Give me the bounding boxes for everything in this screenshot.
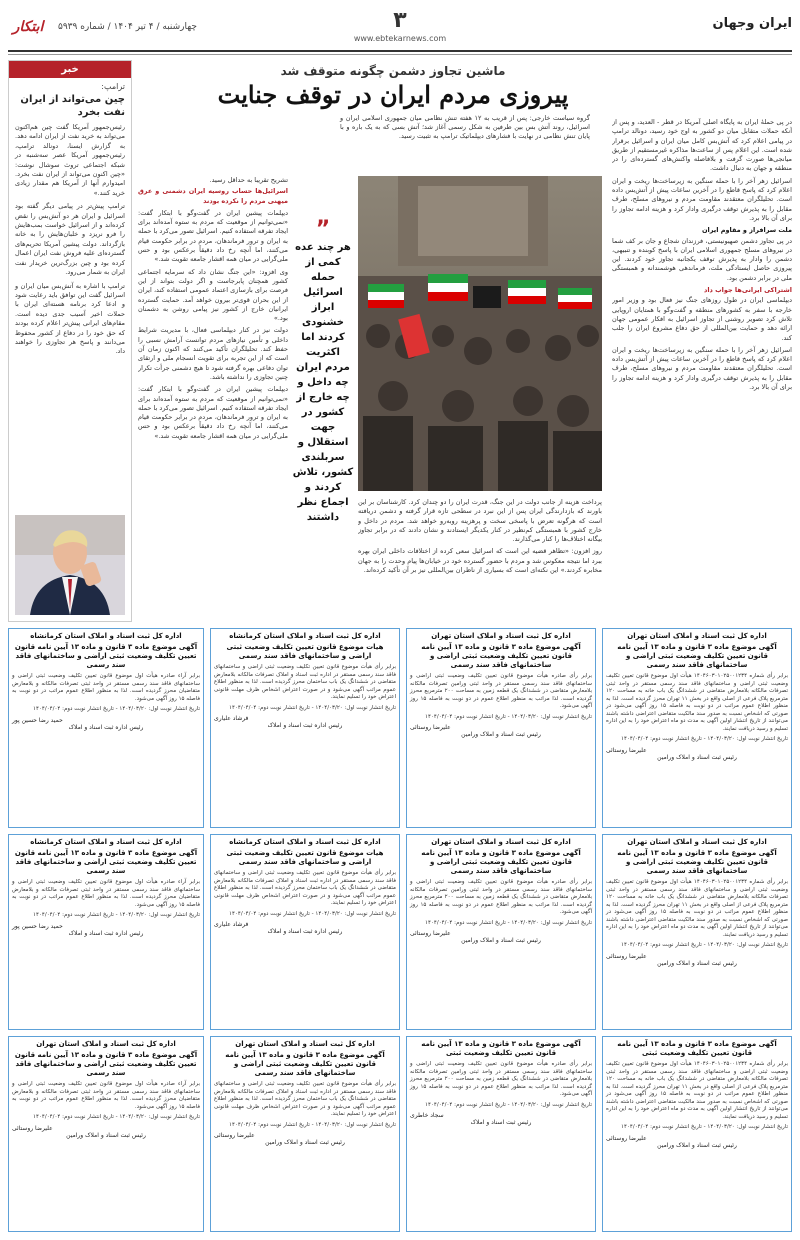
subheading: اسرائیل‌ها حساب روسیه ایران دشمنی و عرق میهنی مردم را نکرده بودند [138,187,288,205]
notice-body: برابر رأی هیأت موضوع قانون تعیین تکلیف وضعیت ثبتی اراضی و ساختمانهای فاقد سند رسمی مستقر در اداره ثبت اسناد و املاک تصرفات مالکانه بلامعارض متقاضی در ششدانگ یک باب ساختمان محرز گردیده است. لذا به منظور اطلاع عموم مراتب آگهی می‌شود و در صورت اعتراض اشخاص ظرف مهلت قانونی اعتراض خود را تسلیم نمایند. [214,1081,396,1117]
legal-notice [406,834,596,1030]
notice-subtitle: آگهی موضوع ماده ۳ قانون و ماده ۱۳ آیین نامه قانون تعیین تکلیف وضعیت ثبتی اراضی و ساختمانهای فاقد سند رسمی [14,643,198,669]
paragraph: تشریح تقریبا به حداقل رسید. [209,176,288,184]
notice-office: رئیس ثبت اسناد و املاک ورامین [265,1139,345,1146]
paragraph: در پی تجاوز دشمن صهیونیستی، فرزندان شجاع و جان بر کف شما در نیروهای مسلح جمهوری اسلامی ایران با پاسخ کوبنده و تنبیهی، دشمن را وادار به پذیرش توقف یکجانبه تجاوز خود کردند. این پیروزی حاصل ایستادگی ملت، فرماندهی هوشمندانه و همبستگی ملی در برابر دشمن بود. [612,236,792,282]
notice-subtitle: آگهی موضوع ماده ۳ قانون و ماده ۱۳ آیین نامه قانون تعیین تکلیف وضعیت ثبتی اراضی و ساختمانهای فاقد سند رسمی [421,849,581,875]
notice-title: اداره کل ثبت اسناد و املاک استان تهران [431,838,571,846]
notice-title: اداره کل ثبت اسناد و املاک استان تهران [627,632,767,640]
notice-dates: تاریخ انتشار نوبت اول: ۱۴۰۴/۰۳/۲۰ - تاریخ انتشار نوبت دوم: ۱۴۰۴/۰۴/۰۴ [425,713,592,720]
paragraph: دیپلمات پیشین ایران در گفت‌وگو با ابتکار گفت: «نمی‌توانیم از موقعیت که مردم به ستوه آمده‌اند برای ایجاد تفرقه استفاده کنیم. اسرائیل تصور می‌کرد با حمله به ایران و ترور فرماندهان، مردم در برابر حکومت قیام می‌کنند، اما آنچه رخ داد دقیقاً برعکس بود و حس ملی‌گرایی در میان همه اقشار جامعه تقویت شد.» [138,208,288,264]
notice-dates: تاریخ انتشار نوبت اول: ۱۴۰۴/۰۳/۲۰ - تاریخ انتشار نوبت دوم: ۱۴۰۴/۰۴/۰۴ [621,736,788,742]
legal-notices [8,628,792,1234]
legal-notice [210,834,400,1030]
site-url[interactable]: www.ebtekarnews.com [353,34,447,43]
notice-signatory: علیرضا روستائی [606,952,647,960]
notice-subtitle: آگهی موضوع ماده ۳ قانون و ماده ۱۳ آیین نامه قانون تعیین تکلیف وضعیت ثبتی اراضی و ساختمانهای فاقد سند رسمی [14,1051,198,1077]
article-column-middle [358,498,602,624]
notice-signatory: حمید رضا حسین پور [12,922,63,930]
notice-title: آگهی موضوع ماده ۳ قانون و ماده ۱۳ آیین نامه قانون تعیین تکلیف وضعیت ثبتی [421,1040,581,1057]
notice-body: برابر رأی صادره هیأت موضوع قانون تعیین تکلیف وضعیت ثبتی اراضی و ساختمانهای فاقد سند رسمی مستقر در واحد ثبتی ورامین تصرفات مالکانه بلامعارض متقاضی در ششدانگ یک قطعه زمین به مساحت ۲۰۰ مترمربع محرز گردیده است. لذا مراتب به منظور اطلاع عموم در دو نوبت به فاصله ۱۵ روز آگهی می‌شود. [410,1061,592,1097]
subheading: ملت سرافراز و مقاوم ایران [701,226,792,235]
legal-notice [210,1036,400,1232]
notice-title: اداره کل ثبت اسناد و املاک استان کرمانشاه [30,838,182,846]
subheading: اشتراکی ایرانی‌ها جواب داد [703,286,792,295]
notice-body: برابر رأی هیأت موضوع قانون تعیین تکلیف وضعیت ثبتی اراضی و ساختمانهای فاقد سند رسمی مستقر در اداره ثبت اسناد و املاک تصرفات مالکانه بلامعارض متقاضی در ششدانگ یک باب ساختمان محرز گردیده است. لذا به منظور اطلاع عموم مراتب آگهی می‌شود و در صورت اعتراض اشخاص ظرف مهلت قانونی اعتراض خود را تسلیم نمایند. [214,664,396,700]
notice-subtitle: آگهی موضوع ماده ۳ قانون و ماده ۱۳ آیین نامه قانون تعیین تکلیف وضعیت ثبتی اراضی و ساختمانهای فاقد سند رسمی [617,643,777,669]
page-header [8,8,792,48]
notice-signatory: فرشاد علیاری [214,715,249,722]
notice-office: رئیس ثبت اسناد و املاک ورامین [657,753,737,761]
notice-subtitle: آگهی موضوع ماده ۳ قانون و ماده ۱۳ آیین نامه قانون تعیین تکلیف وضعیت ثبتی اراضی و ساختمانهای فاقد سند رسمی [617,849,777,875]
notice-office: رئیس اداره ثبت اسناد و املاک [68,723,144,731]
notice-signatory: سجاد خاطری [410,1112,444,1119]
pull-quote [292,217,354,525]
paragraph: دولت نیز در کنار دیپلماسی فعال، با مدیریت شرایط داخلی و تأمین نیازهای مردم توانست آرامش نسبی را حفظ کند. تحلیلگران تأکید می‌کنند که اکنون زمان آن است که از این تجربه برای تقویت انسجام ملی و ارتقای توان دفاعی بهره گرفته شود تا هیچ دشمنی جرأت تکرار چنین تجاوزی را نداشته باشد. [138,326,288,381]
news-title: چین می‌تواند از ایران نفت بخرد [20,94,125,118]
notice-title: اداره کل ثبت اسناد و املاک استان تهران [627,838,767,846]
notice-subtitle: هیات موضوع قانون تعیین تکلیف وضعیت ثبتی اراضی و ساختمانهای فاقد سند رسمی [226,849,384,866]
legal-notice [602,1036,792,1232]
news-body-2: ترامپ پیش‌تر در پیامی دیگر گفته بود اسرائیل و ایران هر دو آتش‌بس را نقض کرده‌اند و از اسرائیل خواست بمب‌هایش را فرو نریزد و خلبان‌هایش را به خانه بازگرداند. دولت پیشین آمریکا تحریم‌های گسترده‌ای علیه فروش نفت ایران اعمال کرده بود و چین بزرگ‌ترین خریدار نفت ایران به شمار می‌رود. [15,202,125,277]
notice-body: برابر آراء صادره هیأت اول موضوع قانون تعیین تکلیف وضعیت ثبتی اراضی و ساختمانهای فاقد سند رسمی مستقر در واحد ثبتی تصرفات مالکانه و بلامعارض متقاضیان محرز گردیده است. لذا به منظور اطلاع عموم مراتب در دو نوبت به فاصله ۱۵ روز آگهی می‌شود. [12,1081,200,1110]
notice-office: رئیس ثبت اسناد و املاک ورامین [657,1141,737,1149]
notice-body: برابر آراء صادره هیأت اول موضوع قانون تعیین تکلیف وضعیت ثبتی اراضی و ساختمانهای فاقد سند رسمی مستقر در واحد ثبتی تصرفات مالکانه و بلامعارض متقاضیان محرز گردیده است. لذا به منظور اطلاع عموم مراتب در دو نوبت به فاصله ۱۵ روز آگهی می‌شود. [12,879,200,908]
notice-signatory: علیرضا روستائی [606,1134,647,1142]
notice-body: برابر رأی شماره ۱۴۰۴۶۰۳۰۱۰۲۵۰۰۱۲۳۴ هیأت اول موضوع قانون تعیین تکلیف وضعیت ثبتی اراضی و ساختمانهای فاقد سند رسمی مستقر در واحد ثبتی تصرفات مالکانه بلامعارض متقاضی در ششدانگ یک باب خانه به مساحت ۱۲۰ مترمربع پلاک فرعی از اصلی واقع در بخش ۱۱ تهران محرز گردیده است. لذا به منظور اطلاع عموم مراتب در دو نوبت به فاصله ۱۵ روز آگهی می‌شود در صورتی که اشخاص نسبت به صدور سند مالکیت متقاضی اعتراضی داشته باشند می‌توانند از تاریخ انتشار اولین آگهی به مدت دو ماه اعتراض خود را به این اداره تسلیم و رسید دریافت نمایند. [606,673,788,732]
notice-body: برابر رأی شماره ۱۴۰۴۶۰۳۰۱۰۲۵۰۰۱۲۳۴ هیأت اول موضوع قانون تعیین تکلیف وضعیت ثبتی اراضی و ساختمانهای فاقد سند رسمی مستقر در واحد ثبتی تصرفات مالکانه بلامعارض متقاضی در ششدانگ یک باب خانه به مساحت ۱۲۰ مترمربع پلاک فرعی از اصلی واقع در بخش ۱۱ تهران محرز گردیده است. لذا به منظور اطلاع عموم مراتب در دو نوبت به فاصله ۱۵ روز آگهی می‌شود در صورتی که اشخاص نسبت به صدور سند مالکیت متقاضی اعتراضی داشته باشند می‌توانند از تاریخ انتشار اولین آگهی به مدت دو ماه اعتراض خود را به این اداره تسلیم و رسید دریافت نمایند. [606,879,788,938]
notice-subtitle: آگهی موضوع ماده ۳ قانون و ماده ۱۳ آیین نامه قانون تعیین تکلیف وضعیت ثبتی اراضی و ساختمانهای فاقد سند رسمی [225,1051,385,1077]
notice-title: اداره کل ثبت اسناد و املاک استان تهران [431,632,571,640]
paragraph: اسرائیل زهر آخر را با حمله سنگین به زیرساخت‌ها ریخت و ایران اعلام کرد که پاسخ قاطع را در آخرین ساعات پیش از آتش‌بس داده است. تحلیلگران معتقدند مقاومت مردم و نیروهای مسلح، طرف مقابل را به پذیرش توقف درگیری وادار کرد و هزینه ادامه تجاوز را برای آن بالا برد. [612,176,792,222]
legal-notice [8,1036,204,1232]
notice-title: اداره کل ثبت اسناد و املاک استان کرمانشاه [229,632,381,640]
notice-title: اداره کل ثبت اسناد و املاک استان کرمانشاه [229,838,381,846]
notice-body: برابر رأی هیأت موضوع قانون تعیین تکلیف وضعیت ثبتی اراضی و ساختمانهای فاقد سند رسمی مستقر در اداره ثبت اسناد و املاک تصرفات مالکانه بلامعارض متقاضی در ششدانگ یک باب ساختمان محرز گردیده است. لذا به منظور اطلاع عموم مراتب آگهی می‌شود و در صورت اعتراض اشخاص ظرف مهلت قانونی اعتراض خود را تسلیم نمایند. [214,870,396,906]
news-sidebar [8,60,132,622]
issue-date: چهارشنبه / ۴ تیر ۱۴۰۴ / شماره ۵۹۳۹ [58,22,197,32]
header-rule [8,50,792,52]
pull-quote-text: هر چند عده کمی از حمله اسرائیل ابراز خشنودی کردند اما اکثریت مردم ایران چه داخل و چه خارج از کشور در جهت استقلال و سربلندی کشور، تلاش کردند و اجماع نظر داشتند [292,242,354,523]
legal-notice [406,628,596,828]
header-rule-thin [8,54,792,55]
section-title: ایران وجهان [712,16,792,31]
article-lead: گروه سیاست خارجی: پس از قریب به ۱۲ هفته تنش نظامی میان جمهوری اسلامی ایران و اسرائیل، روند آتش بس بین طرفین به شکل رسمی آغاز شد؛ آتش بسی که به یک باره و با پایان تنش نظامی در نهایت با فشارهای دیپلماتیک ترامپ به تثبیت رسید. [340,114,591,140]
paragraph: اسرائیل زهر آخر را با حمله سنگین به زیرساخت‌ها ریخت و ایران اعلام کرد که پاسخ قاطع را در آخرین ساعات پیش از آتش‌بس داده است. تحلیلگران معتقدند مقاومت مردم و نیروهای مسلح، طرف مقابل را به پذیرش توقف درگیری وادار کرد و هزینه ادامه تجاوز را برای آن بالا برد. [612,345,792,392]
notice-title: آگهی موضوع ماده ۳ قانون و ماده ۱۳ آیین نامه قانون تعیین تکلیف وضعیت ثبتی [617,1040,777,1057]
notice-office: رئیس ثبت اسناد و املاک ورامین [657,959,737,967]
notice-office: رئیس ثبت اسناد و املاک ورامین [461,731,541,738]
news-body-3: ترامپ با اشاره به آتش‌بس میان ایران و اسرائیل گفت این توافق باید رعایت شود و ادعا کرد برنامه هسته‌ای ایران با حملات اخیر آسیب جدی دیده است. مقام‌های ایرانی پیش‌تر اعلام کرده بودند که حق خود را در دفاع از کشور محفوظ می‌دانند و پاسخ هر تجاوزی را خواهند داد. [15,281,125,356]
article-column-left [138,176,288,624]
paragraph: وی افزود: «این جنگ نشان داد که سرمایه اجتماعی کشور همچنان پابرجاست و اگر دولت بتواند از این فرصت برای بازسازی اعتماد عمومی استفاده کند، ایران از این بحران قوی‌تر بیرون خواهد آمد. حمایت گسترده ایرانیان خارج از کشور نیز پیامی روشن به دشمنان بود.» [138,267,288,323]
article-headline: پیروزی مردم ایران در توقف جنایت [217,80,569,109]
notice-signatory: علیرضا روستائی [410,930,451,937]
news-body-1: رئیس‌جمهور آمریکا گفت چین هم‌اکنون می‌تواند به خرید نفت از ایران ادامه دهد. به گزارش ایسنا، دونالد ترامپ، رئیس‌جمهور آمریکا عصر سه‌شنبه در شبکه اجتماعی تروث سوشال نوشت: «چین اکنون می‌تواند از ایران نفت بخرد. امیدوارم آنها از آمریکا هم مقدار زیادی خرید کنند.» [15,123,125,197]
notice-body: برابر رأی صادره هیأت موضوع قانون تعیین تکلیف وضعیت ثبتی اراضی و ساختمانهای فاقد سند رسمی مستقر در واحد ثبتی ورامین تصرفات مالکانه بلامعارض متقاضی در ششدانگ یک قطعه زمین به مساحت ۲۰۰ مترمربع محرز گردیده است. لذا مراتب به منظور اطلاع عموم در دو نوبت به فاصله ۱۵ روز آگهی می‌شود. [410,673,592,709]
notice-title: اداره کل ثبت اسناد و املاک استان کرمانشاه [30,632,182,640]
trump-photo [15,515,125,615]
notice-body: برابر آراء صادره هیأت اول موضوع قانون تعیین تکلیف وضعیت ثبتی اراضی و ساختمانهای فاقد سند رسمی مستقر در واحد ثبتی تصرفات مالکانه و بلامعارض متقاضیان محرز گردیده است. لذا به منظور اطلاع عموم مراتب در دو نوبت به فاصله ۱۵ روز آگهی می‌شود. [12,673,200,702]
notice-title: اداره کل ثبت اسناد و املاک استان تهران [36,1040,176,1048]
notice-dates: تاریخ انتشار نوبت اول: ۱۴۰۴/۰۳/۲۰ - تاریخ انتشار نوبت دوم: ۱۴۰۴/۰۴/۰۴ [425,1101,592,1108]
notice-subtitle: هیات موضوع قانون تعیین تکلیف وضعیت ثبتی اراضی و ساختمانهای فاقد سند رسمی [226,643,384,660]
notice-title: اداره کل ثبت اسناد و املاک استان تهران [235,1040,375,1048]
quote-mark-icon: ” [315,217,331,242]
notice-dates: تاریخ انتشار نوبت اول: ۱۴۰۴/۰۳/۲۰ - تاریخ انتشار نوبت دوم: ۱۴۰۴/۰۴/۰۴ [33,706,200,712]
legal-notice [406,1036,596,1232]
notice-office: رئیس ثبت اسناد و املاک ورامین [461,937,541,944]
legal-notice [8,834,204,1030]
notice-dates: تاریخ انتشار نوبت اول: ۱۴۰۴/۰۳/۲۰ - تاریخ انتشار نوبت دوم: ۱۴۰۴/۰۴/۰۴ [621,1124,788,1130]
notice-dates: تاریخ انتشار نوبت اول: ۱۴۰۴/۰۳/۲۰ - تاریخ انتشار نوبت دوم: ۱۴۰۴/۰۴/۰۴ [33,912,200,918]
paragraph: دیپلماسی ایران در طول روزهای جنگ نیز فعال بود و وزیر امور خارجه با سفر به کشورهای منطقه و گفت‌وگو با همتایان اروپایی تلاش کرد تصویر روشنی از تجاوز اسرائیل به افکار عمومی جهان ارائه دهد و حمایت بین‌المللی از حق دفاع مشروع ایران را جلب کند. [612,296,792,342]
newspaper-logo: ابتکار [12,19,44,35]
legal-notice [210,628,400,828]
legal-notice [602,628,792,828]
news-source: ترامپ: [101,82,125,91]
legal-notice [8,628,204,828]
article-kicker: ماشین تجاوز دشمن چگونه متوقف شد [280,64,506,78]
notice-signatory: علیرضا روستائی [12,1124,53,1132]
notice-dates: تاریخ انتشار نوبت اول: ۱۴۰۴/۰۳/۲۰ - تاریخ انتشار نوبت دوم: ۱۴۰۴/۰۴/۰۴ [229,704,396,711]
notice-dates: تاریخ انتشار نوبت اول: ۱۴۰۴/۰۳/۲۰ - تاریخ انتشار نوبت دوم: ۱۴۰۴/۰۴/۰۴ [425,919,592,926]
notice-signatory: حمید رضا حسین پور [12,716,63,724]
notice-dates: تاریخ انتشار نوبت اول: ۱۴۰۴/۰۳/۲۰ - تاریخ انتشار نوبت دوم: ۱۴۰۴/۰۴/۰۴ [229,1121,396,1128]
notice-signatory: علیرضا روستائی [214,1132,255,1139]
notice-dates: تاریخ انتشار نوبت اول: ۱۴۰۴/۰۳/۲۰ - تاریخ انتشار نوبت دوم: ۱۴۰۴/۰۴/۰۴ [621,942,788,948]
notice-office: رئیس اداره ثبت اسناد و املاک [68,929,144,937]
paragraph: پرداخت هزینه از جانب دولت در این جنگ، قدرت ایران را دو چندان کرد. کارشناسان بر این باورند که بازدارندگی ایران پس از این نبرد در سطحی تازه قرار گرفته و دشمن دریافته است که هرگونه تعرض با پاسخی سخت و پرهزینه روبه‌رو خواهد شد. مردم در داخل و خارج کشور با همبستگی کم‌نظیر در کنار یکدیگر ایستادند و نشان دادند که در برابر تجاوز بیگانه اختلاف‌ها را کنار می‌گذارند. [358,498,602,544]
notice-subtitle: آگهی موضوع ماده ۳ قانون و ماده ۱۳ آیین نامه قانون تعیین تکلیف وضعیت ثبتی اراضی و ساختمانهای فاقد سند رسمی [421,643,581,669]
notice-signatory: علیرضا روستائی [410,724,451,731]
article-column-right [612,118,792,624]
paragraph: روز افزون: «تظاهر قضیه این است که اسرائیل سعی کرده از اختلافات داخلی ایران بهره ببرد اما نتیجه معکوس شد و مردم با حضور گسترده خود در خیابان‌ها پیام وحدت را به جهان مخابره کردند.» این نکته‌ای است که بسیاری از ناظران بین‌المللی نیز بر آن تأکید کرده‌اند. [358,547,602,575]
rally-photo [358,176,602,491]
notice-dates: تاریخ انتشار نوبت اول: ۱۴۰۴/۰۳/۲۰ - تاریخ انتشار نوبت دوم: ۱۴۰۴/۰۴/۰۴ [33,1114,200,1120]
notice-signatory: علیرضا روستائی [606,746,647,754]
paragraph: دیپلمات پیشین ایران در گفت‌وگو با ابتکار گفت: «نمی‌توانیم از موقعیت که مردم به ستوه آمده‌اند برای ایجاد تفرقه استفاده کنیم. اسرائیل تصور می‌کرد با حمله به ایران و ترور فرماندهان، مردم در برابر حکومت قیام می‌کنند، اما آنچه رخ داد دقیقاً برعکس بود و حس ملی‌گرایی در میان همه اقشار جامعه تقویت شد.» [138,385,288,440]
notice-office: رئیس ثبت اسناد و املاک [470,1119,532,1126]
news-label: خبر [9,61,131,78]
notice-office: رئیس ثبت اسناد و املاک ورامین [66,1131,146,1139]
notice-dates: تاریخ انتشار نوبت اول: ۱۴۰۴/۰۳/۲۰ - تاریخ انتشار نوبت دوم: ۱۴۰۴/۰۴/۰۴ [229,910,396,917]
notice-subtitle: آگهی موضوع ماده ۳ قانون و ماده ۱۳ آیین نامه قانون تعیین تکلیف وضعیت ثبتی اراضی و ساختمانهای فاقد سند رسمی [14,849,198,875]
notice-signatory: فرشاد علیاری [214,921,249,928]
notice-office: رئیس اداره ثبت اسناد و املاک [267,928,343,935]
paragraph: در پی حملهٔ ایران به پایگاه اصلی آمریکا در قطر - العدید، و پس از آنکه حملات متقابل میان دو کشور به اوج خود رسید، دونالد ترامپ در پیامی اعلام کرد که آتش‌بس کامل میان ایران و اسرائیل برقرار شده است. این اعلام پس از ساعت‌ها مذاکره غیرمستقیم از طریق میانجی‌ها صورت گرفت و بلافاصله واکنش‌های گسترده‌ای را در منطقه و جهان به دنبال داشت. [612,118,792,173]
notice-office: رئیس اداره ثبت اسناد و املاک [267,722,343,729]
notice-body: برابر رأی صادره هیأت موضوع قانون تعیین تکلیف وضعیت ثبتی اراضی و ساختمانهای فاقد سند رسمی مستقر در واحد ثبتی ورامین تصرفات مالکانه بلامعارض متقاضی در ششدانگ یک قطعه زمین به مساحت ۲۰۰ مترمربع محرز گردیده است. لذا مراتب به منظور اطلاع عموم در دو نوبت به فاصله ۱۵ روز آگهی می‌شود. [410,879,592,915]
legal-notice [602,834,792,1030]
page-number: ۳ [393,8,407,33]
notice-body: برابر رأی شماره ۱۴۰۴۶۰۳۰۱۰۲۵۰۰۱۲۳۴ هیأت اول موضوع قانون تعیین تکلیف وضعیت ثبتی اراضی و ساختمانهای فاقد سند رسمی مستقر در واحد ثبتی تصرفات مالکانه بلامعارض متقاضی در ششدانگ یک باب خانه به مساحت ۱۲۰ مترمربع پلاک فرعی از اصلی واقع در بخش ۱۱ تهران محرز گردیده است. لذا به منظور اطلاع عموم مراتب در دو نوبت به فاصله ۱۵ روز آگهی می‌شود در صورتی که اشخاص نسبت به صدور سند مالکیت متقاضی اعتراضی داشته باشند می‌توانند از تاریخ انتشار اولین آگهی به مدت دو ماه اعتراض خود را به این اداره تسلیم و رسید دریافت نمایند. [606,1061,788,1120]
